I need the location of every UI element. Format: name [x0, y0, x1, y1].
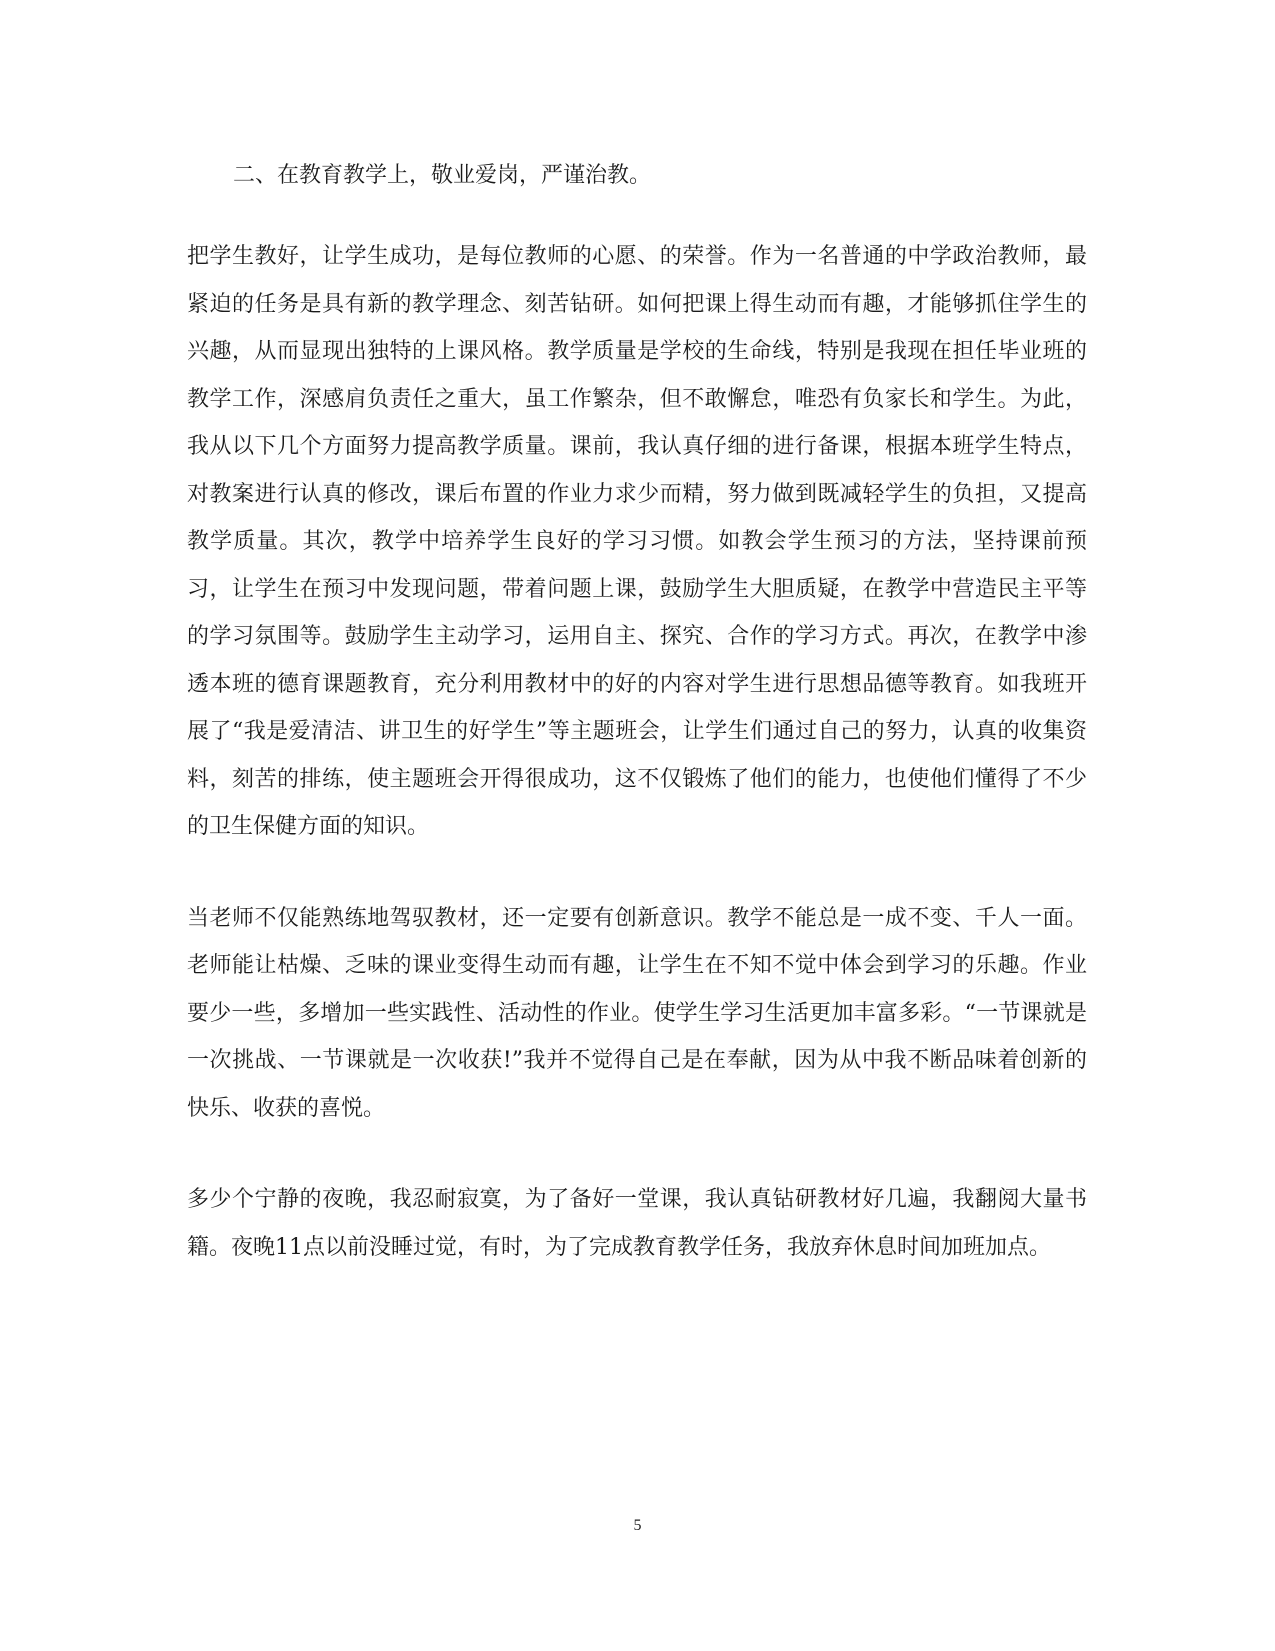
section-heading: 二、在教育教学上，敬业爱岗，严谨治教。 [233, 163, 652, 188]
paragraph-3: 多少个宁静的夜晚，我忍耐寂寞，为了备好一堂课，我认真钻研教材好几遍，我翻阅大量书籍。夜晚11点以前没睡过觉，有时，为了完成教育教学任务，我放弃休息时间加班加点。 [187, 1187, 1087, 1260]
page-content [187, 157, 1087, 1315]
paragraph-2: 当老师不仅能熟练地驾驭教材，还一定要有创新意识。教学不能总是一成不变、千人一面。老师能让枯燥、乏味的课业变得生动而有趣，让学生在不知不觉中体会到学习的乐趣。作业要少一些，多增加一些实践性、活动性的作业。使学生学习生活更加丰富多彩。“一节课就是一次挑战、一节课就是一次收获!”我并不觉得自己是在奉献，因为从中我不断品味着创新的快乐、收获的喜悦。 [187, 905, 1087, 1121]
page-number: 5 [633, 1517, 642, 1534]
paragraph-1: 把学生教好，让学生成功，是每位教师的心愿、的荣誉。作为一名普通的中学政治教师，最紧迫的任务是具有新的教学理念、刻苦钻研。如何把课上得生动而有趣，才能够抓住学生的兴趣，从而显现出独特的上课风格。教学质量是学校的生命线，特别是我现在担任毕业班的教学工作，深感肩负责任之重大，虽工作繁杂，但不敢懈怠，唯恐有负家长和学生。为此，我从以下几个方面努力提高教学质量。课前，我认真仔细的进行备课，根据本班学生特点，对教案进行认真的修改，课后布置的作业力求少而精，努力做到既减轻学生的负担，又提高教学质量。其次，教学中培养学生良好的学习习惯。如教会学生预习的方法，坚持课前预习，让学生在预习中发现问题，带着问题上课，鼓励学生大胆质疑，在教学中营造民主平等的学习氛围等。鼓励学生主动学习，运用自主、探究、合作的学习方式。再次，在教学中渗透本班的德育课题教育，充分利用教材中的好的内容对学生进行思想品德等教育。如我班开展了“我是爱清洁、讲卫生的好学生”等主题班会，让学生们通过自己的努力，认真的收集资料，刻苦的排练，使主题班会开得很成功，这不仅锻炼了他们的能力，也使他们懂得了不少的卫生保健方面的知识。 [187, 244, 1087, 839]
